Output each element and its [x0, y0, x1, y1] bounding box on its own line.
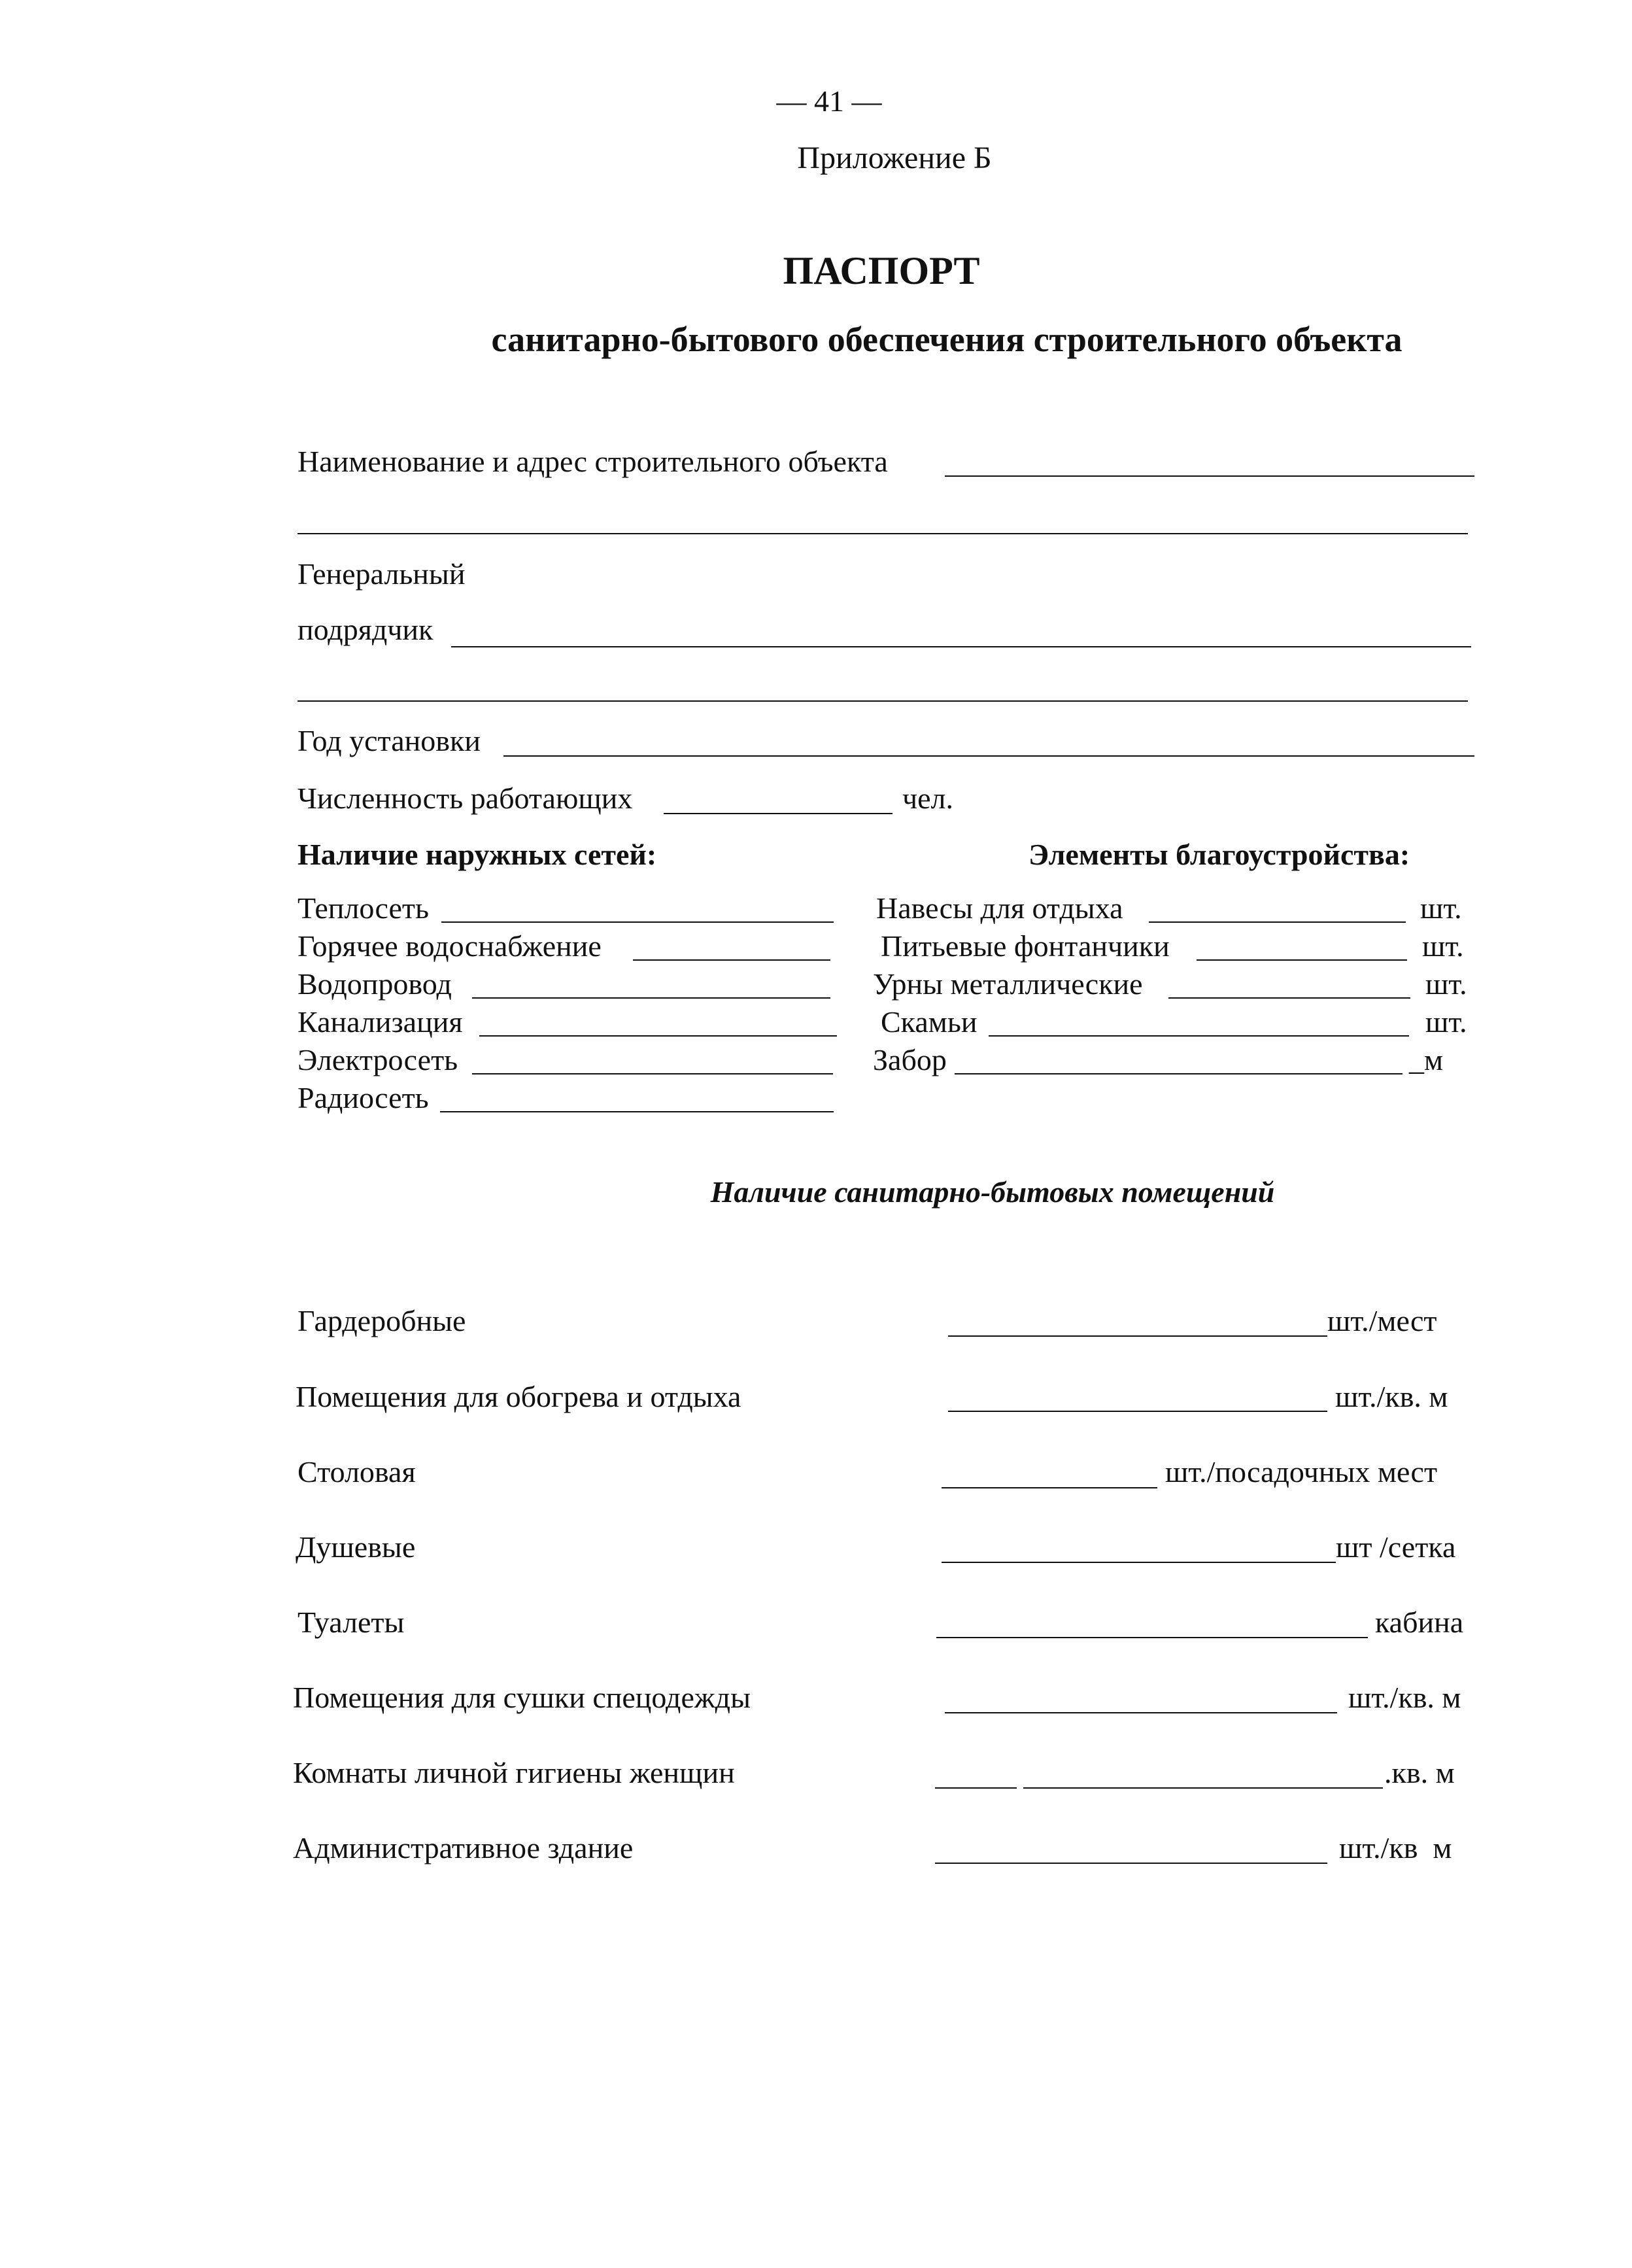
room-line[interactable] [935, 1787, 1017, 1789]
network-item: Канализация [298, 1005, 463, 1039]
amenity-unit: шт. [1420, 891, 1462, 925]
network-item: Электросеть [298, 1043, 458, 1076]
room-item: Душевые [296, 1530, 416, 1564]
network-item: Радиосеть [298, 1081, 429, 1114]
general-contractor-line-2[interactable] [298, 700, 1468, 702]
amenity-item: Питьевые фонтанчики [881, 929, 1170, 963]
room-unit: шт./кв. м [1335, 1380, 1448, 1413]
room-item: Столовая [298, 1455, 416, 1488]
year-line[interactable] [503, 755, 1474, 757]
networks-heading: Наличие наружных сетей: [298, 838, 657, 871]
room-item: Помещения для обогрева и отдыха [296, 1380, 741, 1413]
rooms-heading: Наличие санитарно-бытовых помещений [710, 1175, 1275, 1209]
amenity-unit: _м [1409, 1043, 1444, 1076]
room-unit: шт /сетка [1336, 1530, 1456, 1564]
room-line[interactable] [942, 1487, 1157, 1488]
room-unit: шт./кв м [1339, 1831, 1452, 1864]
amenity-unit: шт. [1422, 929, 1464, 963]
room-item: Административное здание [293, 1831, 634, 1864]
amenity-line[interactable] [989, 1035, 1409, 1037]
room-item: Помещения для сушки спецодежды [293, 1681, 751, 1714]
page-number: — 41 — [776, 84, 882, 118]
document-subtitle: санитарно-бытового обеспечения строительного объекта [491, 320, 1402, 359]
appendix-label: Приложение Б [797, 141, 992, 175]
network-item: Горячее водоснабжение [298, 929, 602, 963]
room-line[interactable] [936, 1637, 1368, 1638]
amenity-item: Урны металлические [873, 967, 1143, 1001]
room-unit: шт./кв. м [1348, 1681, 1461, 1714]
room-item: Комнаты личной гигиены женщин [293, 1756, 735, 1789]
amenity-unit: шт. [1425, 967, 1467, 1001]
amenity-item: Забор [873, 1043, 947, 1076]
room-line[interactable] [948, 1411, 1327, 1412]
network-line[interactable] [633, 959, 830, 961]
object-name-label: Наименование и адрес строительного объекта [298, 445, 888, 478]
network-line[interactable] [472, 1073, 833, 1074]
amenity-item: Навесы для отдыха [876, 891, 1123, 925]
network-item: Водопровод [298, 967, 452, 1001]
amenity-line[interactable] [1168, 997, 1410, 999]
room-item: Гардеробные [298, 1304, 466, 1337]
year-label: Год установки [298, 724, 481, 757]
room-item: Туалеты [298, 1606, 405, 1639]
room-line[interactable] [1023, 1787, 1383, 1789]
workers-label: Численность работающих [298, 782, 633, 815]
network-line[interactable] [441, 921, 834, 923]
general-contractor-line[interactable] [451, 646, 1471, 647]
network-item: Теплосеть [298, 891, 429, 925]
network-line[interactable] [472, 997, 830, 999]
room-line[interactable] [935, 1863, 1327, 1864]
network-line[interactable] [440, 1111, 834, 1112]
room-unit: шт./посадочных мест [1165, 1455, 1438, 1488]
object-name-line-2[interactable] [298, 533, 1468, 534]
network-line[interactable] [479, 1035, 837, 1037]
general-contractor-label-1: Генеральный [298, 557, 466, 591]
room-unit: кабина [1375, 1606, 1464, 1639]
room-line[interactable] [948, 1335, 1327, 1337]
amenity-line[interactable] [1149, 921, 1406, 923]
amenity-item: Скамьи [881, 1005, 978, 1039]
amenity-line[interactable] [955, 1073, 1402, 1074]
room-unit: шт./мест [1327, 1304, 1437, 1337]
workers-line[interactable] [664, 813, 892, 814]
amenity-unit: шт. [1425, 1005, 1467, 1039]
room-line[interactable] [945, 1712, 1337, 1713]
amenity-line[interactable] [1197, 959, 1407, 961]
object-name-line[interactable] [945, 475, 1474, 477]
room-line[interactable] [942, 1562, 1336, 1563]
room-unit: .кв. м [1384, 1756, 1455, 1789]
document-title: ПАСПОРТ [783, 249, 980, 292]
workers-unit: чел. [902, 782, 954, 815]
amenities-heading: Элементы благоустройства: [1028, 838, 1410, 871]
general-contractor-label-2: подрядчик [298, 613, 434, 646]
